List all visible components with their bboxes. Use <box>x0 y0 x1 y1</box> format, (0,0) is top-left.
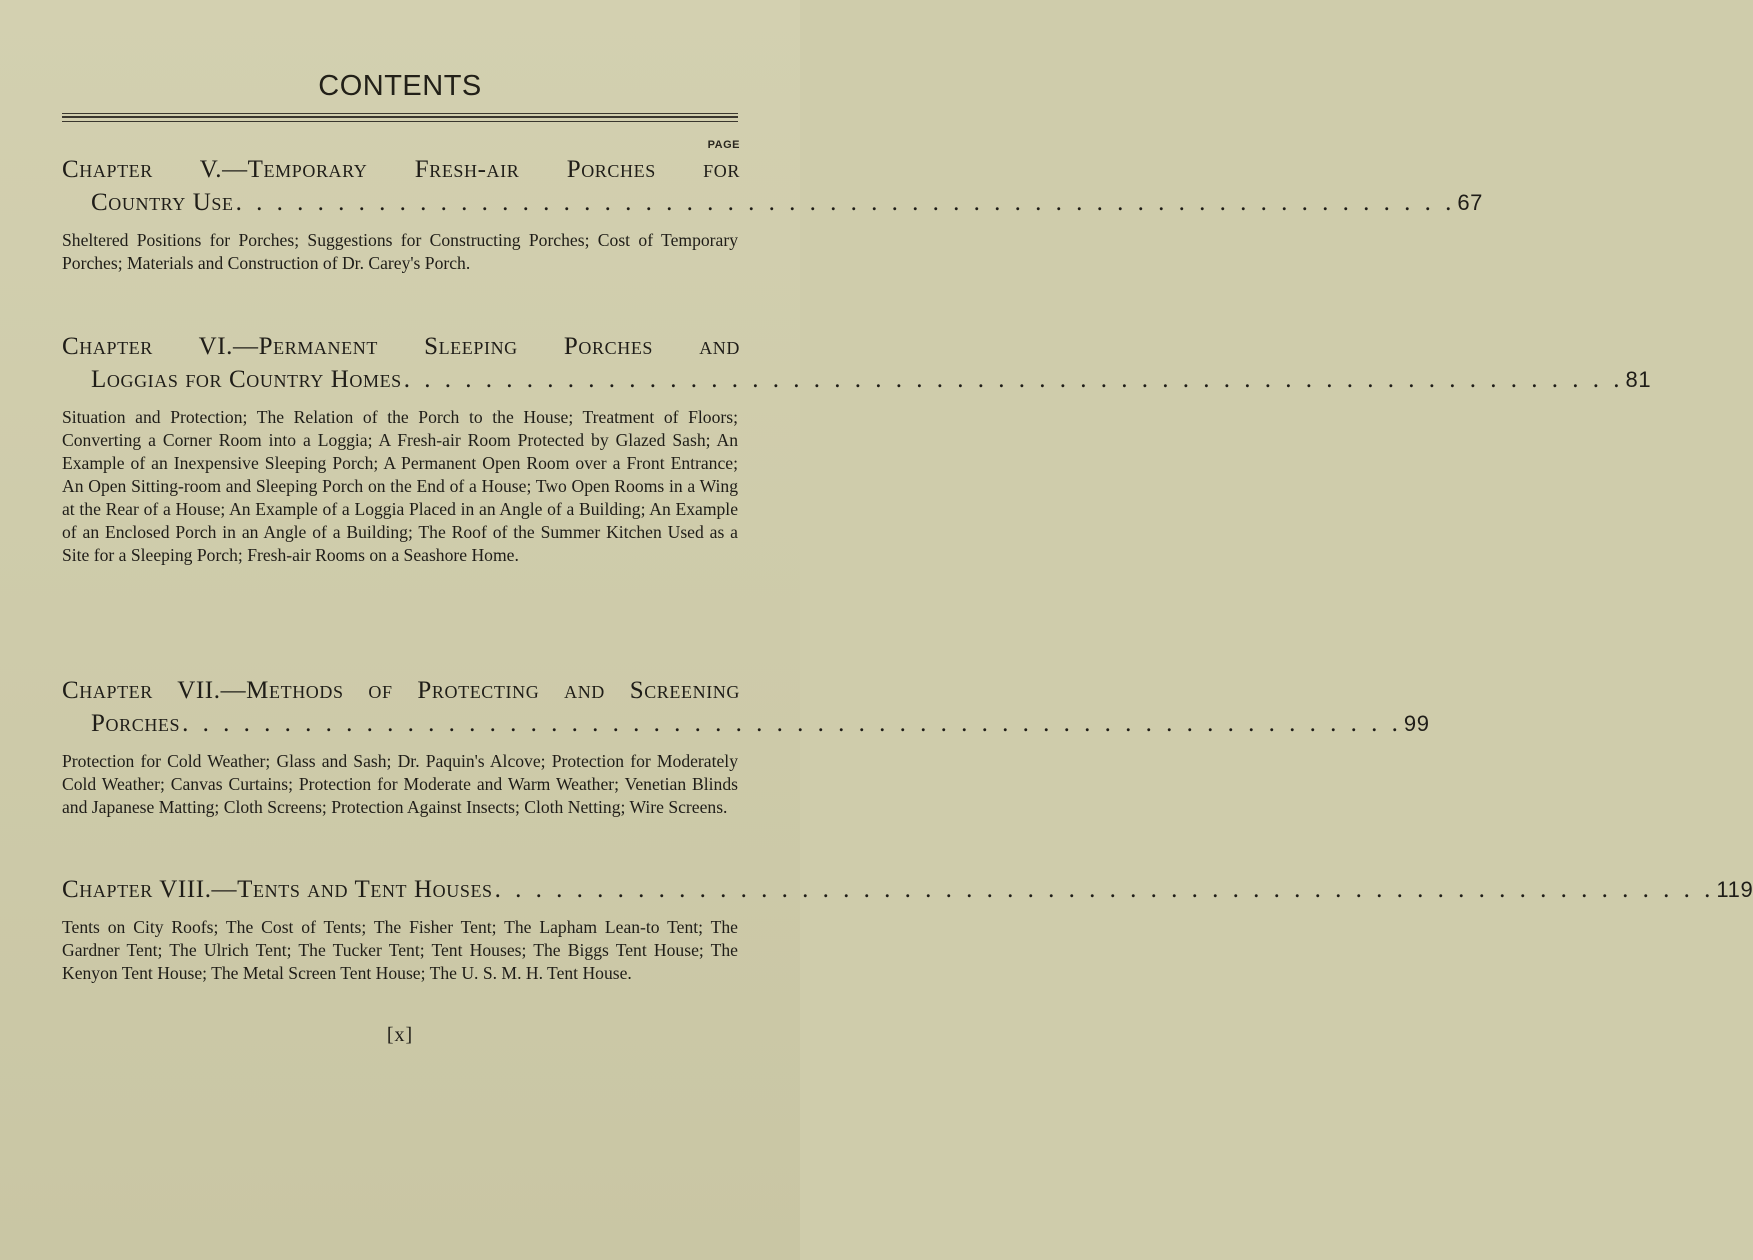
chapter-entry <box>62 873 1753 985</box>
dot-leader: . . . . . . . . . . . . . . . . . . . . . . . . . . . . . . . . . . . . . . . . . . . . . . . . . . . . . . . . . . . . <box>494 876 1715 903</box>
chapter-entry <box>62 330 1652 567</box>
dot-leader: . . . . . . . . . . . . . . . . . . . . . . . . . . . . . . . . . . . . . . . . . . . . . . . . . . . . . . . . . . . . <box>235 189 1456 216</box>
header-rule <box>62 116 738 118</box>
dot-leader: . . . . . . . . . . . . . . . . . . . . . . . . . . . . . . . . . . . . . . . . . . . . . . . . . . . . . . . . . . . . <box>182 710 1402 737</box>
chapter-description: Protection for Cold Weather; Glass and Sash; Dr. Paquin's Alcove; Protection for Moderately Cold Weather; Canvas Curtains; Protection for Moderate and Warm Weather; Venetian Blinds and Japanese Matting; Cloth Screens; Protection Against Insects; Cloth Netting; Wire Screens. <box>62 751 738 817</box>
dot-leader: . . . . . . . . . . . . . . . . . . . . . . . . . . . . . . . . . . . . . . . . . . . . . . . . . . . . . . . . . . . . <box>403 366 1624 393</box>
page-title: CONTENTS <box>318 70 482 102</box>
header-rule <box>62 121 738 122</box>
chapter-entry <box>62 153 1484 275</box>
chapter-heading: Chapter VI.—Permanent Sleeping Porches and <box>62 333 740 360</box>
chapter-heading: Chapter V.—Temporary Fresh-air Porches for <box>62 156 740 183</box>
chapter-page-number: 99 <box>1403 711 1430 736</box>
chapter-heading <box>62 873 1753 906</box>
chapter-heading-continued <box>62 707 1430 740</box>
chapter-heading: Chapter VII.—Methods of Protecting and Screening <box>62 677 740 704</box>
chapter-description: Situation and Protection; The Relation of the Porch to the House; Treatment of Floors; Converting a Corner Room into a Loggia; A Fresh-air Room Protected by Glazed Sash; An Example of an Inexpensive Sleeping Porch; A Permanent Open Room over a Front Entrance; An Open Sitting-room and Sleeping Porch on the End of a House; Two Open Rooms in a Wing at the Rear of a House; An Example of a Loggia Placed in an Angle of a Building; An Example of an Enclosed Porch in an Angle of a Building; The Roof of the Summer Kitchen Used as a Site for a Sleeping Porch; Fresh-air Rooms on a Seashore Home. <box>62 407 738 565</box>
chapter-heading-continued <box>62 363 1652 396</box>
chapter-title-end: Loggias for Country Homes <box>91 366 402 393</box>
page-folio: [x] <box>386 1024 414 1046</box>
chapter-page-number: 81 <box>1625 367 1652 392</box>
chapter-title: Chapter VIII.—Tents and Tent Houses <box>62 876 493 903</box>
chapter-heading-continued <box>62 186 1484 219</box>
chapter-description: Sheltered Positions for Porches; Suggestions for Constructing Porches; Cost of Temporary Porches; Materials and Construction of Dr. Carey's Porch. <box>62 230 738 273</box>
chapter-title-end: Country Use <box>91 189 234 216</box>
page-column-label: PAGE <box>707 139 740 151</box>
header-rule <box>62 113 738 114</box>
chapter-title-end: Porches <box>91 710 181 737</box>
chapter-entry <box>62 674 1430 819</box>
chapter-page-number: 67 <box>1457 190 1484 215</box>
chapter-page-number: 119 <box>1716 877 1753 902</box>
chapter-description: Tents on City Roofs; The Cost of Tents; The Fisher Tent; The Lapham Lean-to Tent; The Gardner Tent; The Ulrich Tent; The Tucker Tent; Tent Houses; The Biggs Tent House; The Kenyon Tent House; The Metal Screen Tent House; The U. S. M. H. Tent House. <box>62 917 738 983</box>
